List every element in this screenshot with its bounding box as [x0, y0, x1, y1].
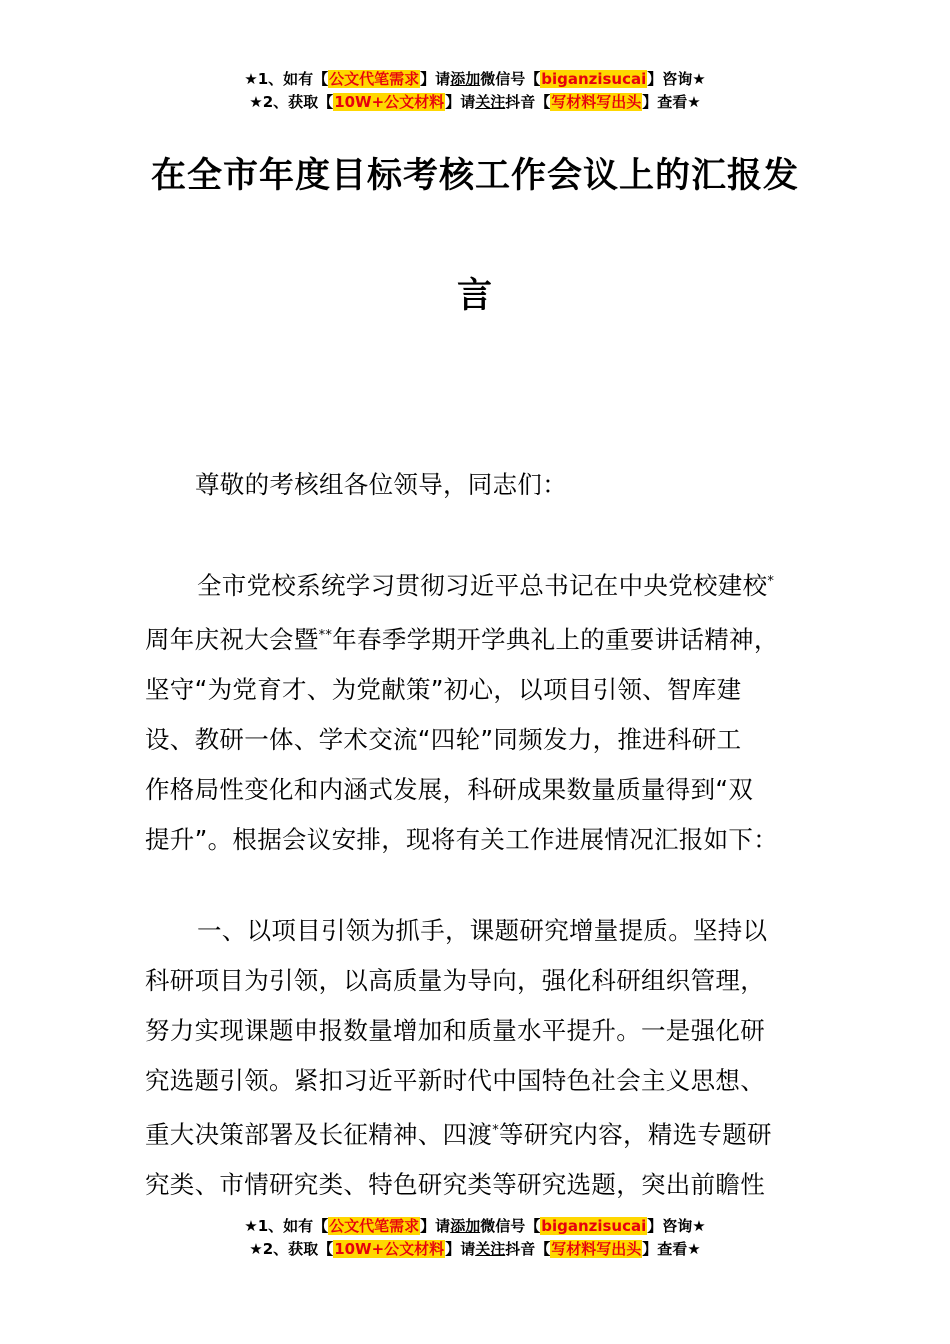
text-line	[145, 906, 835, 956]
redacted-mark: *	[492, 1123, 500, 1138]
wechat-id: biganzisucai	[541, 70, 647, 88]
promo-text: ★1、如有【	[244, 1217, 329, 1235]
promo-text: 微信号【	[480, 70, 541, 88]
redacted-mark: **	[318, 628, 333, 643]
promo-emphasis: 添加	[450, 70, 481, 88]
text-run: 重大决策部署及长征精神、四渡	[145, 1120, 493, 1149]
promo-text: 微信号【	[480, 1217, 541, 1235]
promo-emphasis: 关注	[475, 93, 506, 111]
promo-text: 】查看★	[642, 1240, 701, 1258]
promo-emphasis: 关注	[475, 1240, 506, 1258]
text-run: 周年庆祝大会暨	[145, 625, 319, 654]
promo-highlight: 10W+公文材料	[334, 1240, 445, 1258]
promo-text: 抖音【	[505, 1240, 551, 1258]
text-line: 坚守“为党育才、为党献策”初心，以项目引领、智库建	[145, 675, 742, 704]
promo-highlight: 公文代笔需求	[329, 1217, 420, 1235]
document-title-line-2: 言	[456, 276, 493, 316]
promo-banner-bottom	[0, 1215, 950, 1261]
text-run: 一、以项目引领为抓手，课题研究增量提质。坚持以	[197, 916, 768, 945]
promo-banner-top	[0, 68, 950, 114]
promo-emphasis: 添加	[450, 1217, 481, 1235]
wechat-id: biganzisucai	[541, 1217, 647, 1235]
promo-line-1	[0, 1215, 950, 1238]
promo-text: 】查看★	[642, 93, 701, 111]
text-line: 作格局性变化和内涵式发展，科研成果数量质量得到“双	[145, 775, 754, 804]
text-line	[145, 1106, 835, 1160]
text-run: 全市党校系统学习贯彻习近平总书记在中央党校建校	[197, 571, 768, 600]
promo-text: 】咨询★	[647, 70, 706, 88]
promo-text: ★1、如有【	[244, 70, 329, 88]
text-line: 究选题引领。紧扣习近平新时代中国特色社会主义思想、	[145, 1066, 765, 1095]
document-title-line-1: 在全市年度目标考核工作会议上的汇报发	[150, 156, 799, 196]
promo-text: 抖音【	[505, 93, 551, 111]
paragraph-intro	[145, 557, 835, 865]
text-line: 设、教研一体、学术交流“四轮”同频发力，推进科研工	[145, 725, 742, 754]
greeting: 尊敬的考核组各位领导，同志们：	[195, 470, 567, 499]
text-line: 究类、市情研究类、特色研究类等研究选题，突出前瞻性	[145, 1170, 765, 1199]
douyin-id: 写材料写出头	[551, 93, 642, 111]
text-run: 等研究内容，精选专题研	[499, 1120, 772, 1149]
douyin-id: 写材料写出头	[551, 1240, 642, 1258]
text-run: 年春季学期开学典礼上的重要讲话精神，	[332, 625, 779, 654]
promo-highlight: 公文代笔需求	[329, 70, 420, 88]
promo-text: 】咨询★	[647, 1217, 706, 1235]
promo-line-2	[0, 1238, 950, 1261]
text-line	[145, 611, 835, 665]
redacted-mark: *	[767, 574, 775, 589]
promo-text: 】请	[445, 1240, 476, 1258]
promo-text: 】请	[420, 70, 451, 88]
paragraph-section-1	[145, 906, 835, 1210]
promo-line-1	[0, 68, 950, 91]
promo-text: ★2、获取【	[249, 93, 334, 111]
text-line: 努力实现课题申报数量增加和质量水平提升。一是强化研	[145, 1016, 765, 1045]
promo-line-2	[0, 91, 950, 114]
promo-text: 】请	[445, 93, 476, 111]
promo-text: 】请	[420, 1217, 451, 1235]
promo-highlight: 10W+公文材料	[334, 93, 445, 111]
text-line	[145, 557, 835, 611]
promo-text: ★2、获取【	[249, 1240, 334, 1258]
text-line: 科研项目为引领，以高质量为导向，强化科研组织管理，	[145, 966, 765, 995]
text-line: 提升”。根据会议安排，现将有关工作进展情况汇报如下：	[145, 825, 778, 854]
